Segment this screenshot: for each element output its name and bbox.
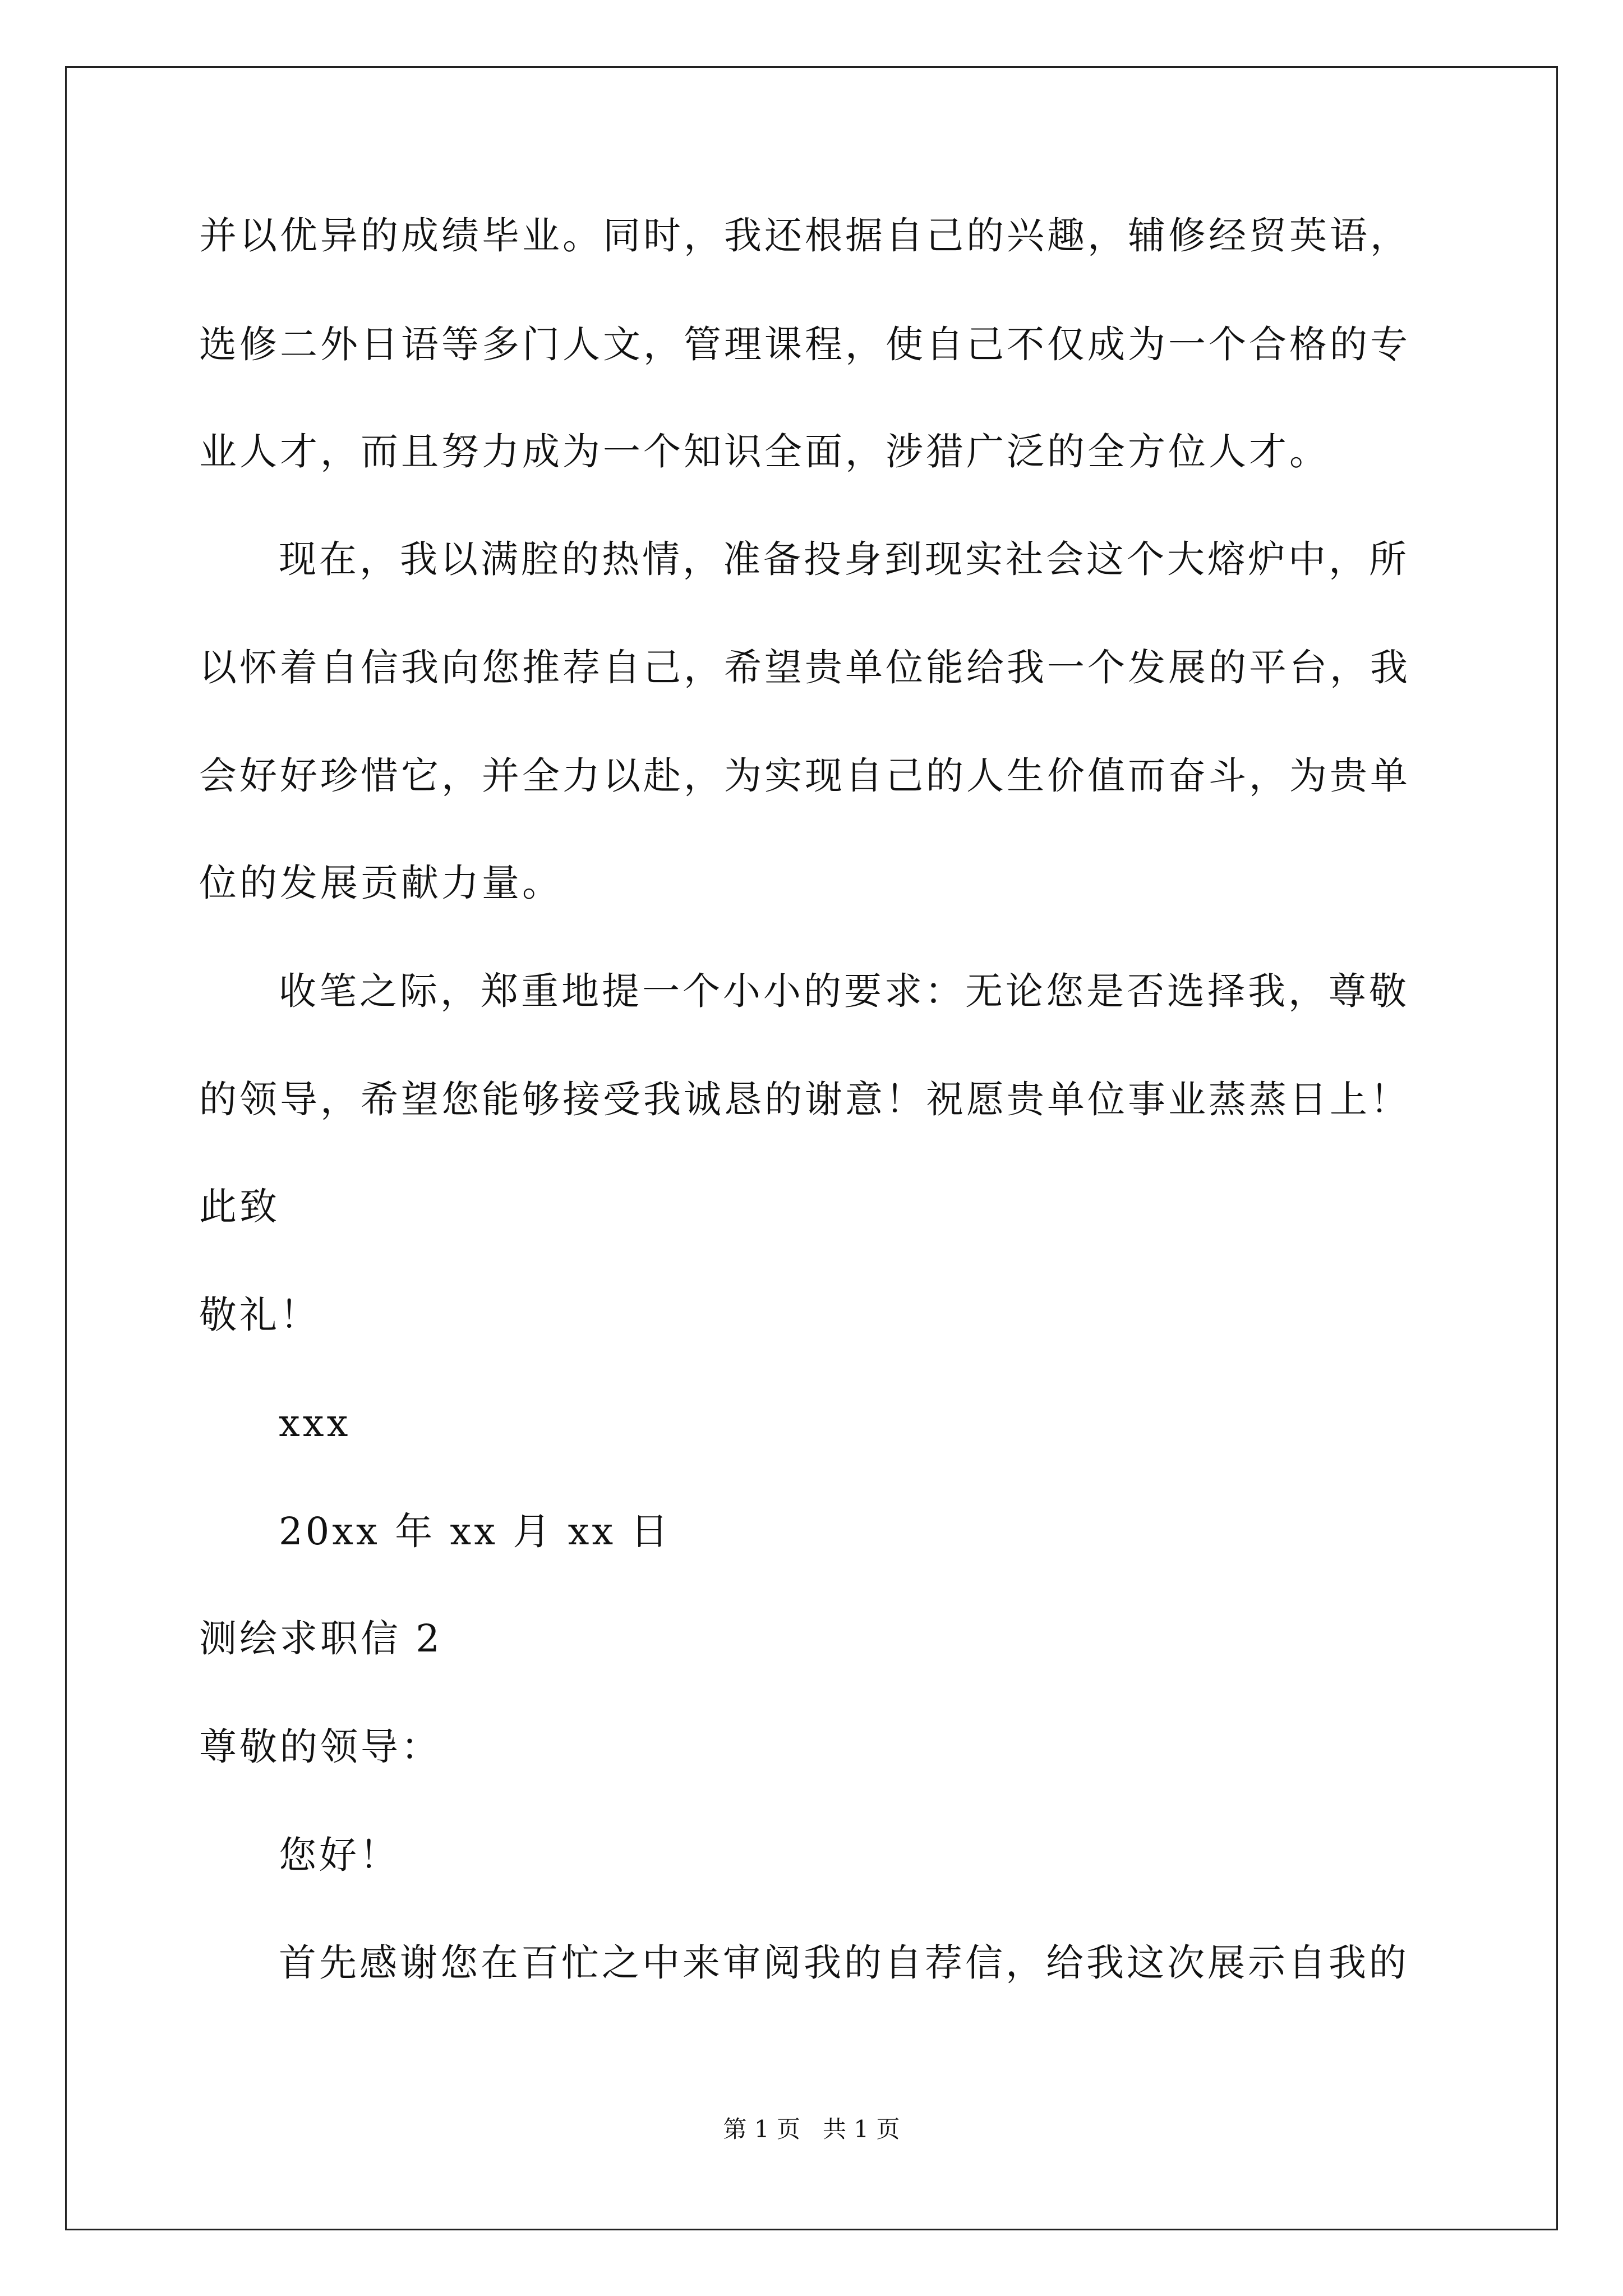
paragraph-line: 并以优异的成绩毕业。同时，我还根据自己的兴趣，辅修经贸英语，: [199, 214, 1410, 257]
paragraph-line: 业人才，而且努力成为一个知识全面，涉猎广泛的全方位人才。: [199, 430, 1330, 473]
page-border: [65, 66, 1558, 2230]
section-heading: 测绘求职信 2: [199, 1617, 442, 1660]
paragraph-line: 以怀着自信我向您推荐自己，希望贵单位能给我一个发展的平台，我: [199, 646, 1410, 689]
signature-name: xxx: [279, 1401, 351, 1445]
greeting-line: 您好！: [279, 1833, 400, 1877]
paragraph-line: 的领导，希望您能够接受我诚恳的谢意！祝愿贵单位事业蒸蒸日上！: [199, 1078, 1410, 1121]
paragraph-line: 首先感谢您在百忙之中来审阅我的自荐信，给我这次展示自我的: [279, 1941, 1409, 1985]
paragraph-line: 现在，我以满腔的热情，准备投身到现实社会这个大熔炉中，所: [279, 537, 1409, 581]
closing-line: 此致: [199, 1185, 280, 1228]
greeting-line: 尊敬的领导：: [199, 1725, 441, 1769]
paragraph-line: 会好好珍惜它，并全力以赴，为实现自己的人生价值而奋斗，为贵单: [199, 754, 1410, 798]
signature-date: 20xx 年 xx 月 xx 日: [279, 1510, 671, 1553]
paragraph-line: 收笔之际，郑重地提一个小小的要求：无论您是否选择我，尊敬: [279, 969, 1409, 1013]
paragraph-line: 选修二外日语等多门人文，管理课程，使自己不仅成为一个合格的专: [199, 323, 1410, 366]
paragraph-line: 位的发展贡献力量。: [199, 861, 562, 905]
salutation-line: 敬礼！: [199, 1293, 320, 1337]
page-footer: 第 1 页 共 1 页: [723, 2115, 900, 2143]
